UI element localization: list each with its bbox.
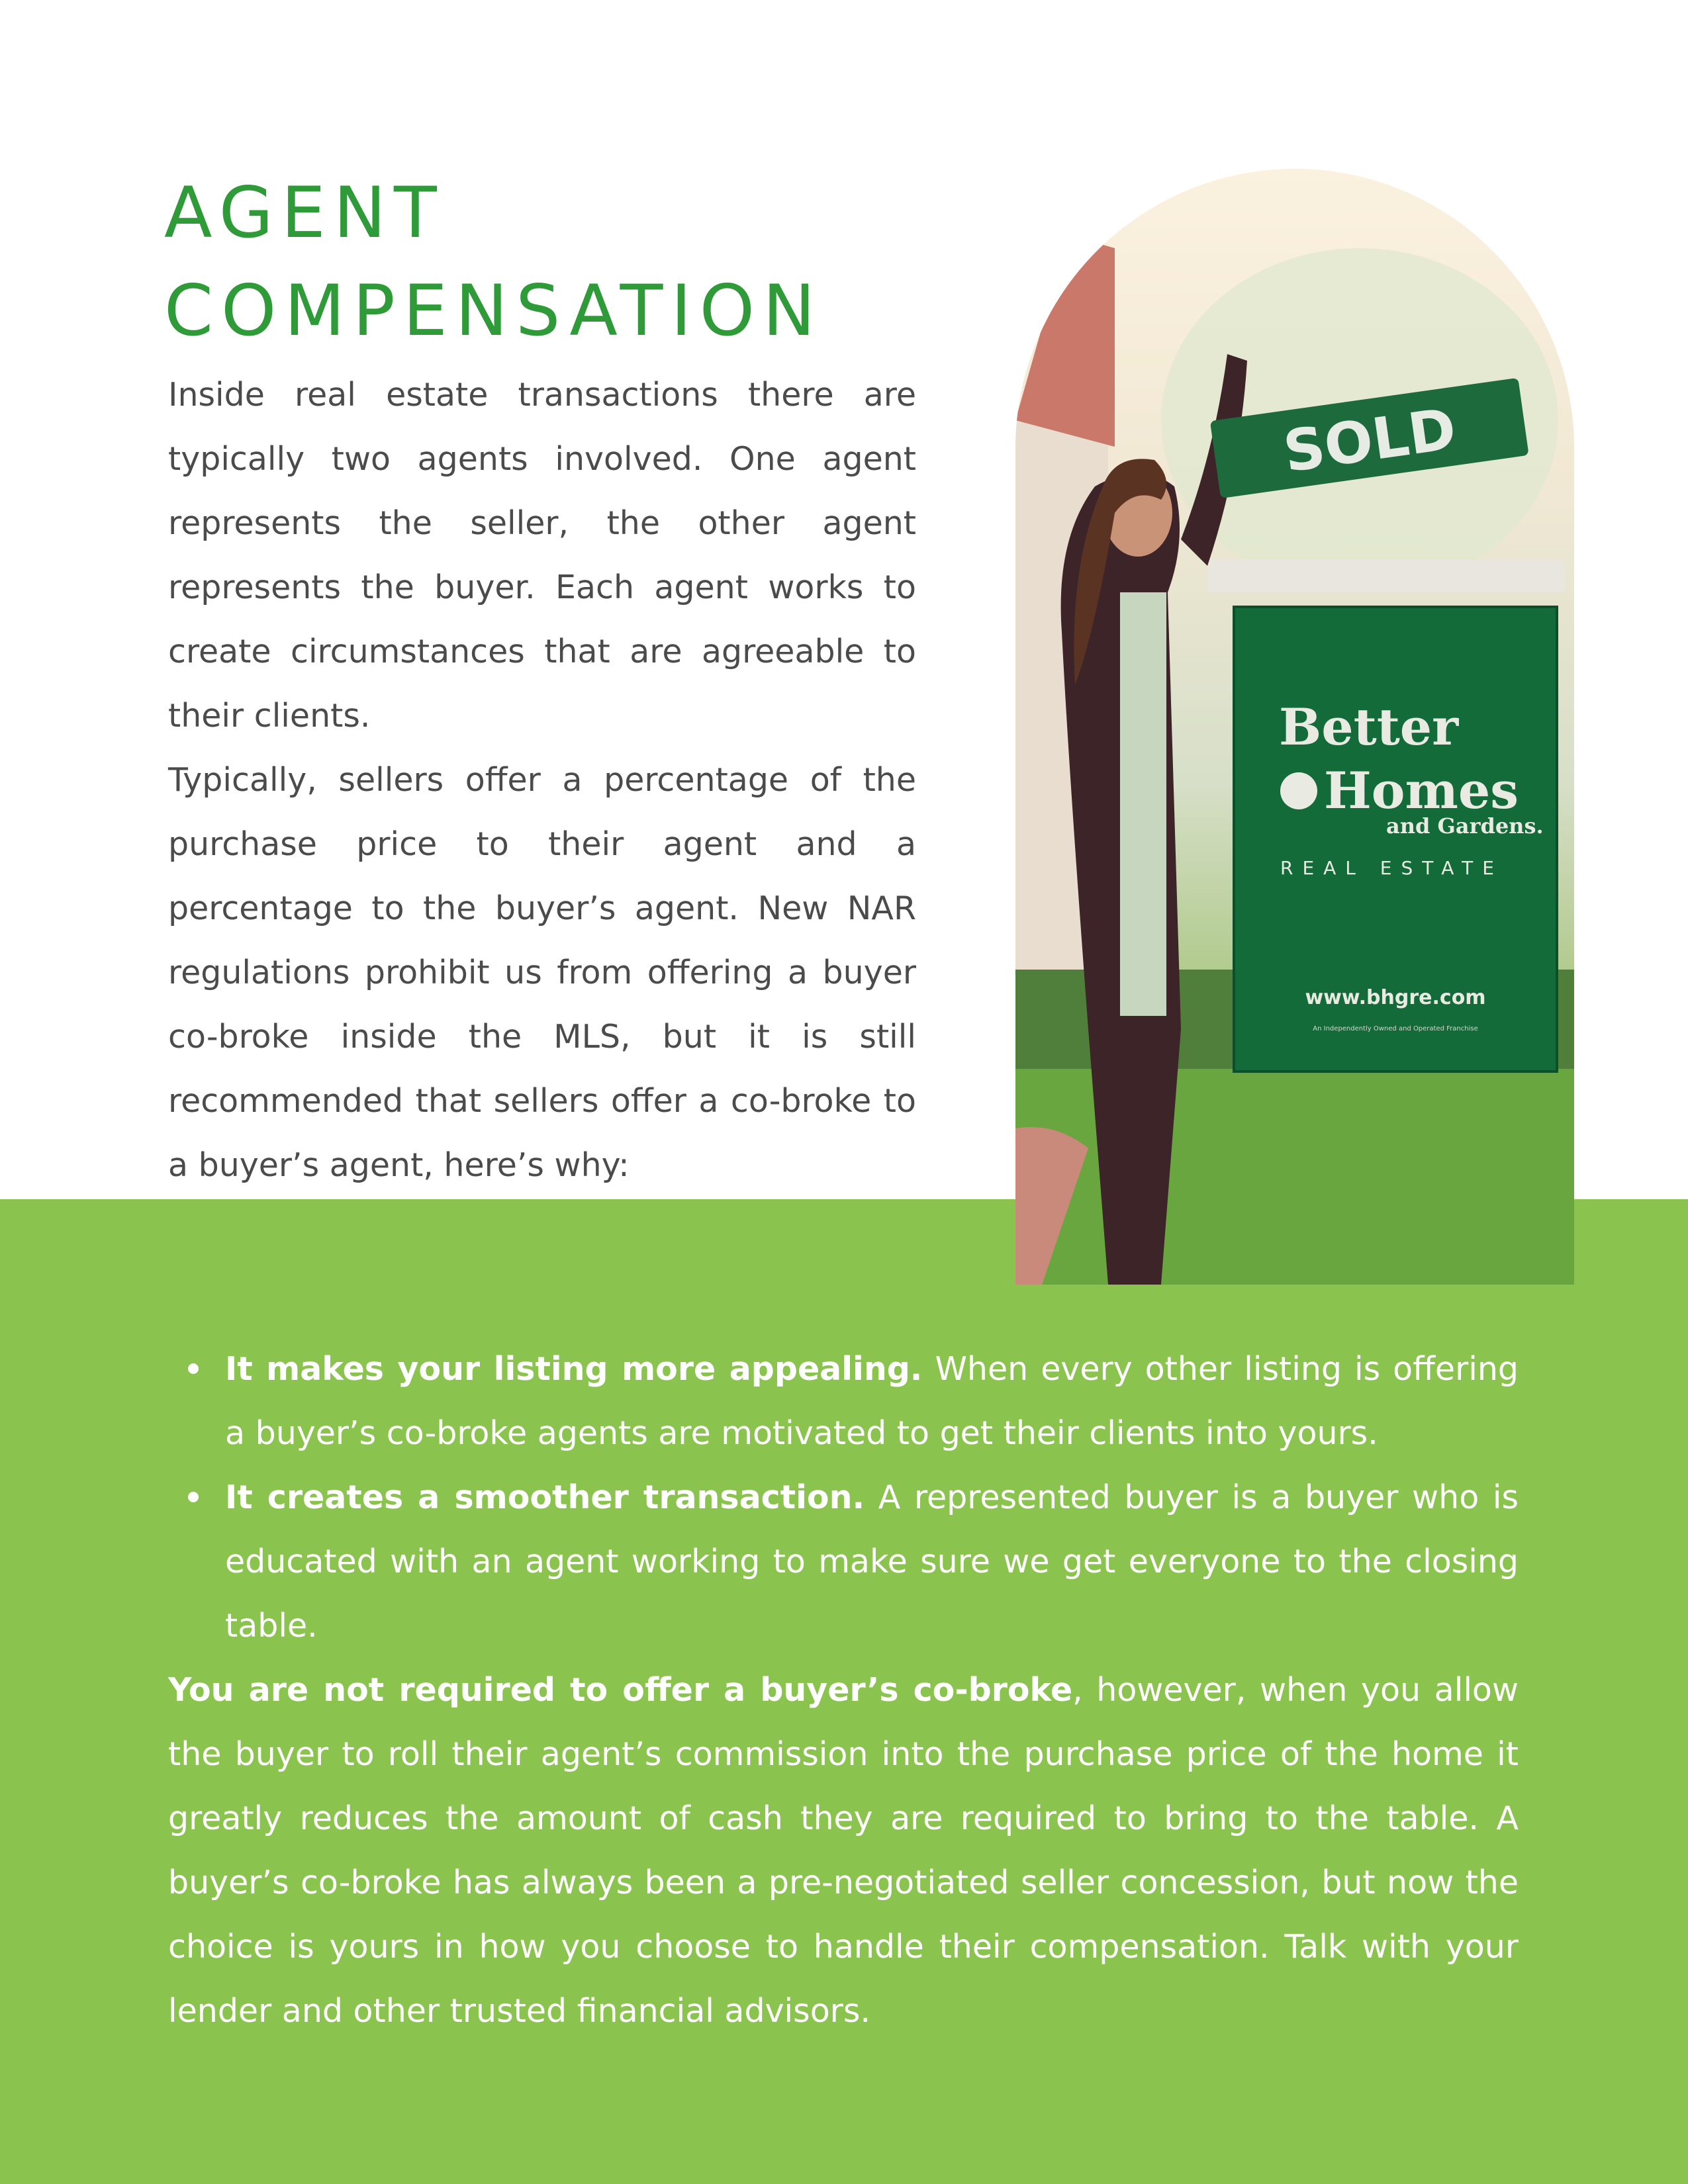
bullet-icon bbox=[188, 1363, 199, 1374]
sold-text: SOLD bbox=[1279, 396, 1460, 486]
closing-text: , however, when you allow the buyer to roll their agent’s commission into the purchase price of the home it greatly reduces the amount of cash they are required to bring to the table. A buyer’s co-broke has always been a pre-negotiated seller concession, but now the choice is yours in how you choose to handle their compensation. Talk with your lender and other trusted financial advisors. bbox=[168, 1671, 1519, 2030]
bullet-1-text: When every other listing is offering a buyer’s co-broke agents are motivated to get their clients into yours. bbox=[225, 1350, 1519, 1452]
intro-text bbox=[168, 363, 916, 1197]
bullet-2-text: A represented buyer is a buyer who is educated with an agent working to make sure we get everyone to the closing table. bbox=[225, 1479, 1519, 1645]
brand-logo-icon bbox=[1280, 772, 1317, 809]
brand-gardens: and Gardens. bbox=[1386, 813, 1544, 839]
brand-better: Better bbox=[1279, 698, 1459, 756]
closing-paragraph bbox=[168, 1658, 1519, 2043]
closing-bold: You are not required to offer a buyer’s co-broke bbox=[168, 1671, 1073, 1709]
photo-illustration bbox=[1015, 169, 1574, 1285]
brand-fine-print: An Independently Owned and Operated Franchise bbox=[1313, 1025, 1478, 1032]
intro-paragraph-1: Inside real estate transactions there are typically two agents involved. One agent represents the seller, the other agent represents the buyer. Each agent works to create circumstances that are agreeable to their clients. bbox=[168, 376, 916, 735]
title-line-1: AGENT bbox=[164, 172, 445, 253]
bullet-2-bold: It creates a smoother transaction. bbox=[225, 1479, 865, 1516]
brand-website: www.bhgre.com bbox=[1305, 986, 1486, 1009]
brand-homes: Homes bbox=[1324, 761, 1519, 820]
agent-sold-sign-photo bbox=[1015, 169, 1574, 1285]
agent-blouse bbox=[1120, 592, 1166, 1016]
list-item bbox=[225, 1337, 1519, 1465]
intro-paragraph-2: Typically, sellers offer a percentage of the purchase price to their agent and a percentage to the buyer’s agent. New NAR regulations prohibit us from offering a buyer co-broke inside the MLS, but it is still recommended that sellers offer a co-broke to a buyer’s agent, here’s why: bbox=[168, 761, 916, 1184]
house-chimney bbox=[1015, 235, 1115, 447]
bullet-icon bbox=[188, 1492, 199, 1502]
list-item bbox=[225, 1465, 1519, 1658]
sign-post-arm bbox=[1207, 559, 1565, 592]
page-title bbox=[164, 164, 823, 360]
title-line-2: COMPENSATION bbox=[164, 270, 823, 351]
brand-real-estate: REAL ESTATE bbox=[1280, 857, 1503, 879]
reasons-list bbox=[168, 1337, 1519, 1658]
reasons-section bbox=[168, 1337, 1519, 2043]
bullet-1-bold: It makes your listing more appealing. bbox=[225, 1350, 923, 1388]
